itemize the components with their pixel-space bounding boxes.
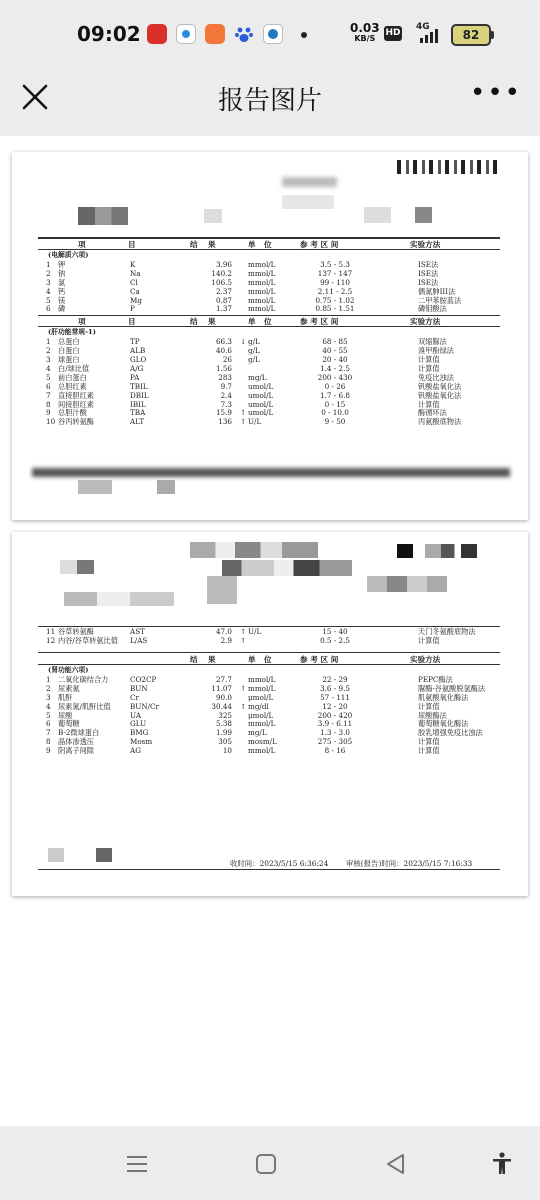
cell-no: 1 (46, 260, 51, 269)
cell-flag: ↑ (240, 683, 247, 693)
col-header: 单 (248, 240, 256, 249)
redacted-block (282, 177, 337, 187)
cell-code: Na (130, 268, 141, 278)
cell-code: BMG (130, 728, 149, 738)
cell-result: 27.7 (215, 675, 232, 684)
cell-name: 钾 (58, 260, 66, 269)
cell-ref: 1.4 - 2.5 (320, 364, 350, 374)
accessibility-button[interactable] (488, 1150, 516, 1178)
cell-unit: g/L (248, 337, 260, 347)
cell-result: 7.3 (220, 399, 232, 409)
app-icon-2 (176, 24, 196, 44)
col-header: 果 (208, 240, 216, 249)
network-speed (350, 22, 380, 43)
col-header: 位 (264, 240, 272, 249)
page-title: 报告图片 (217, 86, 322, 116)
col-header: 参 考 区 间 (300, 317, 339, 327)
table-header (38, 654, 500, 664)
app-header (0, 70, 540, 136)
cell-no: 5 (46, 295, 51, 305)
cell-no: 3 (46, 277, 51, 287)
cell-ref: 0 - 15 (324, 399, 346, 409)
cell-name: 阴离子间隙 (58, 746, 94, 756)
status-bar (0, 0, 540, 70)
section-title: (电解质六项) (48, 251, 89, 259)
cell-result: 1.56 (215, 364, 232, 374)
report-page-1[interactable] (12, 152, 528, 520)
cell-name: 尿素氮/肌酐比值 (58, 701, 111, 711)
cell-name: 钠 (58, 268, 66, 278)
cell-code: UA (130, 710, 142, 720)
home-icon (252, 1150, 280, 1178)
cell-unit: U/L (248, 417, 262, 427)
cell-code: BUN (130, 683, 148, 693)
cell-no: 6 (46, 381, 51, 391)
section-title: (肝功能常规-1) (48, 328, 96, 337)
cell-result: 40.6 (215, 346, 232, 356)
app-icon-5 (263, 24, 283, 44)
battery-level: 82 (462, 28, 480, 42)
cell-name: 尿素氮 (58, 683, 80, 693)
cell-ref: 0.75 - 1.02 (315, 295, 355, 305)
table-row (38, 305, 500, 314)
cell-method: 计算值 (418, 701, 440, 711)
cell-code: ALT (130, 417, 145, 427)
cell-code: A/G (130, 364, 144, 374)
cell-unit: μmol/L (248, 692, 274, 702)
back-button[interactable] (382, 1150, 410, 1178)
cell-method: 尿酸酶法 (418, 710, 447, 720)
cell-result: 1.99 (215, 728, 232, 738)
net-speed-unit: KB/S (354, 34, 376, 43)
redacted-footer-bar (32, 468, 510, 477)
cell-code: GLU (130, 719, 147, 729)
cell-name: 间接胆红素 (58, 399, 94, 409)
redacted-header-mosaic (190, 542, 318, 558)
cell-method: 葡萄糖氧化酶法 (418, 719, 469, 729)
cell-method: 溴甲酚绿法 (418, 346, 454, 356)
redacted-patient-info-4 (64, 592, 174, 606)
cell-no: 3 (46, 355, 51, 365)
cell-name: 前白蛋白 (58, 372, 87, 382)
cell-name: 总胆汁酸 (58, 408, 87, 418)
cell-flag: ↑ (240, 417, 247, 427)
cell-ref: 3.5 - 5.3 (320, 260, 350, 269)
hd-badge: HD (384, 26, 402, 41)
col-header: 果 (208, 655, 216, 664)
cell-unit: mmol/L (248, 746, 276, 756)
cell-method: 钒酸盐氧化法 (418, 390, 462, 400)
cell-result: 2.9 (220, 635, 232, 645)
cell-no: 6 (46, 304, 51, 314)
cell-code: AST (130, 627, 145, 636)
cell-flag: ↑ (240, 408, 247, 418)
col-header: 实验方法 (410, 655, 441, 664)
footer-rule (38, 869, 500, 870)
table-row (38, 637, 500, 646)
cell-name: 直接胆红素 (58, 390, 94, 400)
cell-ref: 8 - 16 (324, 746, 346, 756)
cell-no: 9 (46, 408, 51, 418)
cell-method: 磷钼酸法 (418, 304, 447, 314)
cell-no: 9 (46, 746, 51, 756)
cell-ref: 200 - 430 (317, 372, 353, 382)
cell-result: 9.7 (220, 381, 232, 391)
cell-no: 4 (46, 364, 51, 374)
redacted-patient-info (60, 560, 94, 574)
col-header: 实验方法 (410, 240, 441, 249)
cell-unit: mg/L (248, 728, 267, 738)
cell-result: 0.87 (215, 295, 232, 305)
col-header: 单 (248, 317, 256, 327)
cell-method: 免疫比浊法 (418, 372, 454, 382)
cell-no: 5 (46, 710, 51, 720)
cell-unit: mmol/L (248, 304, 276, 314)
redacted-patient-info-3 (367, 576, 447, 592)
cell-method: 计算值 (418, 399, 440, 409)
cell-ref: 20 - 40 (322, 355, 348, 365)
home-button[interactable] (252, 1150, 280, 1178)
cell-code: DBIL (130, 390, 149, 400)
cell-unit: mmol/L (248, 260, 276, 269)
cell-ref: 137 - 147 (317, 268, 353, 278)
cell-unit: mmol/L (248, 295, 276, 305)
cell-no: 10 (46, 417, 56, 427)
cell-code: P (130, 304, 135, 314)
cell-result: 66.3 (215, 337, 232, 347)
app-icon-3 (205, 24, 225, 44)
section-liver-function (38, 327, 500, 427)
cell-no: 6 (46, 719, 51, 729)
cell-name: 葡萄糖 (58, 719, 80, 729)
col-header: 目 (128, 317, 136, 327)
results-table-page2 (38, 654, 500, 756)
cell-name: 晶体渗透压 (58, 737, 94, 747)
table-header-repeat (38, 316, 500, 326)
cell-code: L/AS (130, 635, 148, 645)
cell-result: 15.9 (215, 408, 232, 418)
received-time: 收时间：2023/5/15 6:36:24 (230, 859, 329, 868)
cell-name: 肌酐 (58, 692, 73, 702)
redacted-patient-info-5 (207, 576, 237, 604)
table-row (38, 418, 500, 427)
notification-icons (147, 24, 283, 44)
cell-code: BUN/Cr (130, 701, 159, 711)
reviewed-time: 审核(报告)时间：2023/5/15 7:16:33 (346, 859, 473, 868)
col-header: 位 (264, 655, 272, 664)
col-header: 项 (78, 317, 86, 327)
cell-result: 2.37 (215, 286, 232, 296)
col-header: 结 (190, 317, 198, 327)
cell-name: 磷 (58, 304, 66, 314)
cell-code: CO2CP (130, 675, 157, 684)
cell-ref: 0 - 10.0 (321, 408, 349, 418)
cell-code: Ca (130, 286, 140, 296)
cell-flag: ↑ (240, 635, 247, 645)
cell-result: 136 (218, 417, 232, 427)
cell-no: 8 (46, 399, 51, 409)
cell-ref: 40 - 55 (322, 346, 348, 356)
results-table-page2-top (38, 628, 500, 646)
signal-icon (420, 29, 438, 43)
section-kidney-function (38, 676, 500, 756)
redacted-signature-2 (96, 848, 112, 862)
cell-code: TBIL (130, 381, 148, 391)
cell-unit: mmol/L (248, 719, 276, 729)
col-header: 实验方法 (410, 317, 441, 327)
cell-code: K (130, 260, 136, 269)
cell-result: 305 (218, 737, 232, 747)
cell-result: 10 (222, 746, 232, 756)
cell-no: 11 (46, 627, 56, 636)
cell-method: 计算值 (418, 635, 440, 645)
redacted-patient-info-4 (364, 207, 432, 223)
cell-unit: U/L (248, 627, 262, 636)
cell-ref: 3.9 - 6.11 (317, 719, 353, 729)
more-icon: ••• (470, 78, 523, 108)
accessibility-icon (488, 1150, 516, 1178)
cell-method: 双缩脲法 (418, 337, 447, 347)
col-header: 位 (264, 317, 272, 327)
cell-code: GLO (130, 355, 147, 365)
cell-unit: umol/L (248, 408, 274, 418)
cell-method: 二甲苯胺蓝法 (418, 295, 462, 305)
cell-code: AG (130, 746, 141, 756)
cell-result: 283 (218, 372, 232, 382)
cell-method: 天门冬氨酸底物法 (418, 627, 476, 636)
more-button[interactable] (470, 78, 523, 108)
col-header: 项 (78, 240, 86, 249)
cell-ref: 99 - 110 (320, 277, 350, 287)
cell-no: 4 (46, 286, 51, 296)
cell-ref: 0.5 - 2.5 (320, 635, 350, 645)
cell-result: 2.4 (220, 390, 232, 400)
cell-flag: ↓ (240, 337, 247, 347)
cell-ref: 2.11 - 2.5 (317, 286, 353, 296)
cell-code: IBIL (130, 399, 146, 409)
redacted-patient-info-3 (282, 195, 334, 209)
cell-no: 8 (46, 737, 51, 747)
cell-name: 尿酸 (58, 710, 73, 720)
cell-name: 谷丙转氨酶 (58, 417, 94, 427)
col-header: 果 (208, 317, 216, 327)
cell-code: Cr (130, 692, 139, 702)
menu-button[interactable] (123, 1150, 151, 1178)
cell-unit: mmol/L (248, 683, 276, 693)
cell-no: 5 (46, 372, 51, 382)
cell-code: TP (130, 337, 140, 347)
more-notifications-dot (301, 32, 307, 38)
cell-name: 镁 (58, 295, 66, 305)
table-row (38, 747, 500, 756)
cell-code: Cl (130, 277, 138, 287)
cell-result: 5.38 (215, 719, 232, 729)
cell-code: Mosm (130, 737, 153, 747)
cell-ref: 57 - 111 (320, 692, 350, 702)
cell-unit: umol/L (248, 390, 274, 400)
results-table-page1 (38, 239, 500, 427)
report-page-2[interactable] (12, 532, 528, 896)
cell-unit: μmol/L (248, 710, 274, 720)
cell-method: 计算值 (418, 364, 440, 374)
col-header: 目 (128, 240, 136, 249)
cell-ref: 1.3 - 3.0 (320, 728, 350, 738)
cell-method: 钒酸盐氧化法 (418, 381, 462, 391)
cell-result: 30.44 (211, 701, 232, 711)
cell-name: 内谷/谷草转氨比值 (58, 635, 118, 645)
cell-flag: ↑ (240, 701, 247, 711)
battery-icon (451, 24, 491, 46)
table-header (38, 239, 500, 249)
baidu-paw-icon (234, 24, 254, 44)
cell-flag: ↑ (240, 627, 247, 636)
menu-icon (123, 1150, 151, 1178)
cell-code: TBA (130, 408, 146, 418)
col-header: 结 (190, 240, 198, 249)
cell-result: 1.37 (215, 304, 232, 314)
redacted-patient-info (78, 207, 128, 225)
cell-name: 钙 (58, 286, 66, 296)
cell-method: 肌氨酸氧化酶法 (418, 692, 469, 702)
cell-unit: mg/dl (248, 701, 269, 711)
table-mid-rule (38, 652, 500, 653)
cell-name: 白蛋白 (58, 346, 80, 356)
cell-method: 酶循环法 (418, 408, 447, 418)
cell-no: 1 (46, 337, 51, 347)
cell-result: 47.0 (215, 627, 232, 636)
cell-method: 丙氨酸底物法 (418, 417, 462, 427)
cell-result: 26 (222, 355, 232, 365)
cell-name: 氯 (58, 277, 66, 287)
cell-ref: 275 - 305 (317, 737, 353, 747)
cell-unit: mmol/L (248, 268, 276, 278)
cell-ref: 9 - 50 (324, 417, 346, 427)
col-header: 参 考 区 间 (300, 655, 339, 664)
cell-name: 总蛋白 (58, 337, 80, 347)
redacted-patient-info-2 (204, 209, 222, 223)
status-time: 09:02 (77, 22, 141, 46)
cell-no: 4 (46, 701, 51, 711)
cell-code: Mg (130, 295, 142, 305)
cell-unit: mmol/L (248, 277, 276, 287)
cell-ref: 3.6 - 9.5 (320, 683, 350, 693)
cell-unit: umol/L (248, 399, 274, 409)
cell-method: 偶氮胂III法 (418, 286, 456, 296)
cell-method: ISE法 (418, 260, 439, 269)
cell-method: 计算值 (418, 355, 440, 365)
cell-method: 脲酶-谷氨酸脱氢酶法 (418, 683, 486, 693)
cell-result: 325 (218, 710, 232, 720)
col-header: 单 (248, 655, 256, 664)
cell-unit: g/L (248, 355, 260, 365)
cell-no: 2 (46, 346, 51, 356)
cell-method: ISE法 (418, 268, 439, 278)
cell-method: PEPC酶法 (418, 675, 453, 684)
cell-name: 谷草转氨酶 (58, 627, 94, 636)
redacted-header-mosaic-2 (397, 544, 477, 558)
cell-ref: 0.85 - 1.51 (315, 304, 355, 314)
cell-ref: 1.7 - 6.8 (320, 390, 350, 400)
cell-unit: mg/L (248, 372, 267, 382)
redacted-header-mosaic (397, 160, 502, 174)
redacted-patient-info-2 (222, 560, 352, 576)
cell-code: PA (130, 372, 140, 382)
cell-method: 胶乳增强免疫比浊法 (418, 728, 483, 738)
col-header: 结 (190, 655, 198, 664)
back-icon (382, 1150, 410, 1178)
cell-name: B-2微球蛋白 (58, 728, 100, 738)
cell-ref: 0 - 26 (324, 381, 346, 391)
cell-result: 106.5 (211, 277, 232, 287)
cell-ref: 68 - 85 (322, 337, 348, 347)
net-speed-value: 0.03 (350, 21, 380, 35)
cell-unit: mosm/L (248, 737, 277, 747)
cell-method: 计算值 (418, 737, 440, 747)
cell-ref: 15 - 40 (322, 627, 348, 636)
cell-code: ALB (130, 346, 146, 356)
cell-no: 7 (46, 390, 51, 400)
cell-name: 球蛋白 (58, 355, 80, 365)
redacted-footer-mosaic-2 (157, 480, 175, 494)
cell-no: 1 (46, 675, 51, 684)
cell-unit: mmol/L (248, 286, 276, 296)
section-title: (肾功能六项) (48, 666, 89, 674)
app-icon-1 (147, 24, 167, 44)
cell-no: 2 (46, 683, 51, 693)
cell-name: 白/球比值 (58, 364, 90, 374)
redacted-signature (48, 848, 64, 862)
cell-result: 90.0 (215, 692, 232, 702)
cell-no: 3 (46, 692, 51, 702)
cell-unit: mmol/L (248, 675, 276, 684)
cell-no: 7 (46, 728, 51, 738)
cell-ref: 12 - 20 (322, 701, 348, 711)
cell-result: 11.07 (211, 683, 232, 693)
cell-method: ISE法 (418, 277, 439, 287)
cell-ref: 22 - 29 (322, 675, 348, 684)
cell-unit: umol/L (248, 381, 274, 391)
signal-type: 4G (416, 22, 430, 32)
cell-result: 140.2 (211, 268, 232, 278)
col-header: 参 考 区 间 (300, 240, 339, 249)
cell-name: 总胆红素 (58, 381, 87, 391)
cell-no: 12 (46, 635, 56, 645)
cell-name: 二氧化碳结合力 (58, 675, 109, 684)
cell-unit: g/L (248, 346, 260, 356)
cell-result: 3.96 (215, 260, 232, 269)
cell-method: 计算值 (418, 746, 440, 756)
cell-ref: 200 - 420 (317, 710, 353, 720)
navigation-bar (0, 1126, 540, 1200)
section-electrolytes (38, 250, 500, 314)
cell-no: 2 (46, 268, 51, 278)
redacted-footer-mosaic (78, 480, 112, 494)
